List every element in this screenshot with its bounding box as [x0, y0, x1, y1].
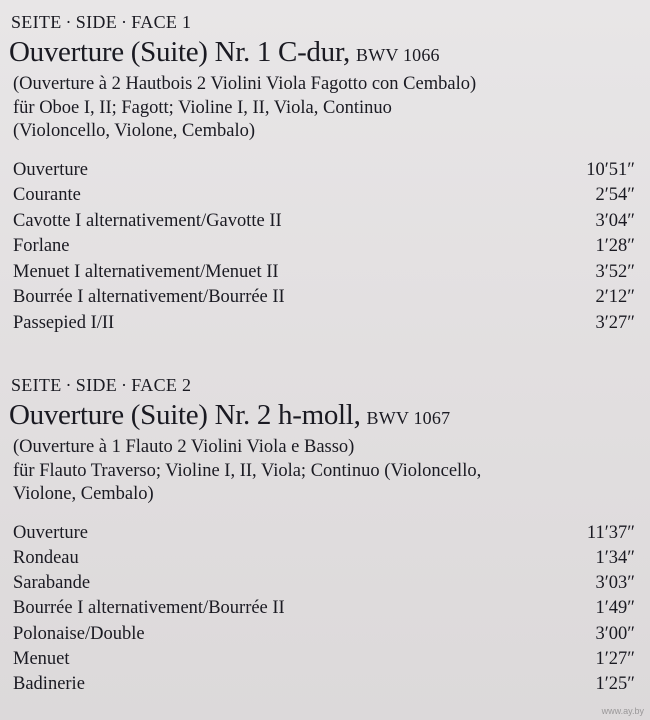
side-label-side: SIDE	[75, 12, 117, 32]
side-1-label	[11, 10, 639, 34]
track-duration: 1′27″	[595, 648, 635, 669]
track-duration: 1′34″	[595, 547, 635, 568]
side-2-tracklist	[9, 521, 639, 698]
track-duration: 1′25″	[595, 674, 635, 695]
side-1-title	[9, 34, 639, 73]
work-title: Ouverture (Suite) Nr. 2 h-moll,	[9, 399, 361, 431]
track-row	[9, 234, 639, 260]
side-label-face: FACE 2	[131, 375, 192, 395]
track-duration: 3′52″	[595, 261, 635, 282]
track-duration: 11′37″	[586, 522, 635, 543]
track-duration: 2′12″	[595, 287, 635, 307]
side-2-title	[9, 397, 639, 436]
label-separator: ·	[65, 375, 72, 395]
track-duration: 3′03″	[595, 573, 635, 594]
label-separator: ·	[121, 375, 128, 395]
track-name: Menuet	[13, 648, 70, 669]
track-row	[9, 596, 639, 621]
track-row	[9, 571, 639, 596]
track-name: Ouverture	[13, 522, 88, 543]
track-row	[9, 622, 639, 647]
track-name: Menuet I alternativement/Menuet II	[13, 261, 279, 282]
side-label-seite: SEITE	[11, 375, 62, 395]
track-duration: 1′49″	[595, 598, 635, 619]
track-duration: 3′04″	[595, 210, 635, 231]
side-1-tracklist	[9, 158, 639, 337]
track-name: Forlane	[13, 236, 70, 256]
side-2-section	[9, 373, 639, 698]
label-separator: ·	[121, 12, 128, 32]
track-duration: 10′51″	[586, 159, 635, 180]
track-row	[9, 209, 639, 235]
side-2-instrumentation	[13, 436, 639, 507]
instrumentation-line: für Flauto Traverso; Violine I, II, Viola; Continuo (Violoncello,	[13, 460, 482, 481]
track-duration: 3′27″	[595, 312, 635, 333]
side-label-face: FACE 1	[131, 12, 192, 32]
instrumentation-line: (Ouverture à 1 Flauto 2 Violini Viola e Basso)	[13, 437, 355, 457]
track-row	[9, 521, 639, 546]
track-duration: 2′54″	[595, 185, 635, 205]
track-name: Bourrée I alternativement/Bourrée II	[13, 287, 285, 307]
side-2-label	[11, 373, 639, 397]
instrumentation-line: für Oboe I, II; Fagott; Violine I, II, Viola, Continuo	[13, 97, 392, 118]
side-1-section	[9, 10, 639, 336]
track-name: Sarabande	[13, 573, 91, 594]
instrumentation-line: (Ouverture à 2 Hautbois 2 Violini Viola Fagotto con Cembalo)	[13, 74, 477, 94]
track-row	[9, 311, 639, 337]
watermark: www.ay.by	[601, 706, 644, 716]
bwv-number: BWV 1067	[366, 408, 451, 428]
track-name: Rondeau	[13, 547, 79, 568]
instrumentation-line: (Violoncello, Violone, Cembalo)	[13, 121, 255, 141]
track-name: Courante	[13, 185, 81, 205]
track-name: Badinerie	[13, 674, 85, 695]
track-name: Polonaise/Double	[13, 623, 145, 644]
side-label-seite: SEITE	[11, 12, 62, 32]
track-name: Bourrée I alternativement/Bourrée II	[13, 598, 285, 619]
instrumentation-line: Violone, Cembalo)	[13, 484, 154, 504]
bwv-number: BWV 1066	[355, 45, 440, 65]
track-row	[9, 158, 639, 184]
label-separator: ·	[65, 12, 72, 32]
track-name: Passepied I/II	[13, 312, 115, 333]
track-row	[9, 647, 639, 672]
side-1-instrumentation	[13, 73, 639, 144]
track-row	[9, 546, 639, 571]
track-row	[9, 260, 639, 286]
track-row	[9, 672, 639, 697]
track-row	[9, 183, 639, 209]
track-duration: 3′00″	[595, 623, 635, 644]
track-name: Cavotte I alternativement/Gavotte II	[13, 210, 282, 231]
side-label-side: SIDE	[75, 375, 117, 395]
track-row	[9, 285, 639, 311]
track-name: Ouverture	[13, 159, 88, 180]
work-title: Ouverture (Suite) Nr. 1 C-dur,	[9, 36, 350, 68]
track-duration: 1′28″	[595, 236, 635, 256]
